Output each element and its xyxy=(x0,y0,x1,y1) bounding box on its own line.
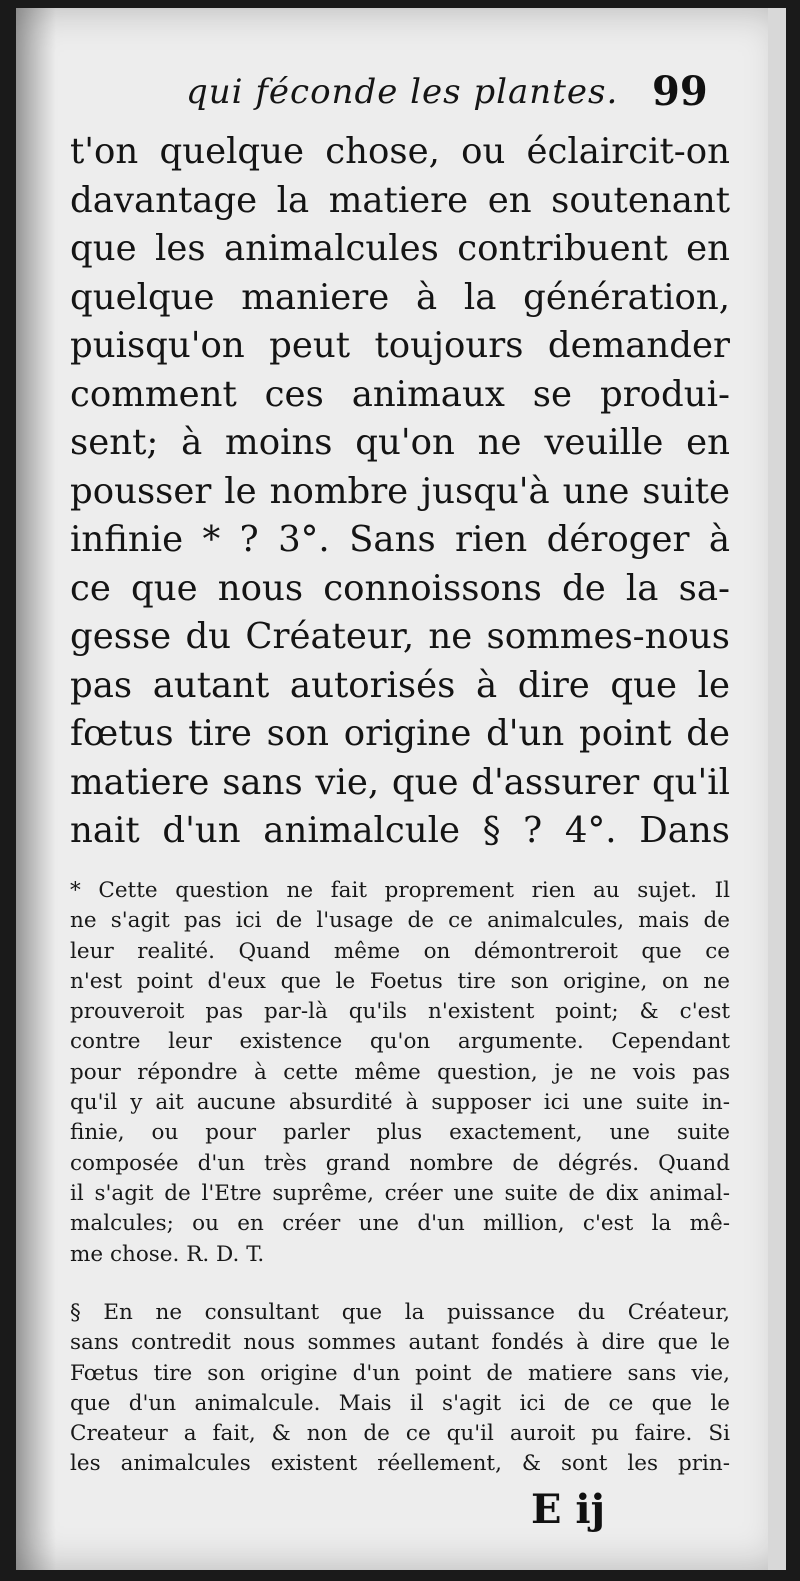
footnote-section xyxy=(70,1298,730,1480)
running-head: qui féconde les plantes. xyxy=(186,72,619,112)
footnote-line: pour répondre à cette même question, je ne vois pas xyxy=(70,1059,730,1085)
footnote-line: sans contredit nous sommes autant fondés à dire que le xyxy=(70,1330,730,1356)
footnote-line: § En ne consultant que la puissance du Créateur, xyxy=(70,1300,730,1325)
page-edge xyxy=(768,8,786,1570)
text-line: puisqu'on peut toujours demander xyxy=(70,325,730,366)
gutter-shadow xyxy=(16,8,56,1570)
footnote-line: me chose. R. D. T. xyxy=(70,1241,265,1267)
text-line: gesse du Créateur, ne sommes-nous xyxy=(70,616,730,657)
text-line: davantage la matiere en soutenant xyxy=(70,179,730,221)
text-line: fœtus tire son origine d'un point de xyxy=(70,713,730,754)
page-header xyxy=(16,68,786,128)
text-line: t'on quelque chose, ou éclaircit-on xyxy=(70,131,730,172)
footnote-line: n'est point d'eux que le Foetus tire son origine, on ne xyxy=(70,968,730,994)
text-line: infinie * ? 3°. Sans rien déroger à xyxy=(70,519,730,560)
text-line: ce que nous connoissons de la sa- xyxy=(70,567,730,609)
footnote-line: que d'un animalcule. Mais il s'agit ici de ce que le xyxy=(70,1390,730,1416)
footnote-line: ne s'agit pas ici de l'usage de ce animalcules, mais de xyxy=(70,908,730,934)
text-line: quelque maniere à la génération, xyxy=(70,276,730,318)
footnote-line: les animalcules existent réellement, & sont les prin- xyxy=(70,1451,730,1477)
footnote-line: contre leur existence qu'on argumente. Cependant xyxy=(70,1029,730,1055)
footnote-star xyxy=(70,876,730,1270)
footnote-line: finie, ou pour parler plus exactement, une suite xyxy=(70,1120,730,1146)
footnote-line: il s'agit de l'Etre suprême, créer une suite de dix animal- xyxy=(70,1180,730,1206)
footnote-line: malcules; ou en créer une d'un million, c'est la mê- xyxy=(70,1211,730,1237)
footnote-line: Createur a fait, & non de ce qu'il auroit pu faire. Si xyxy=(70,1421,730,1447)
footnote-line: Fœtus tire son origine d'un point de matiere sans vie, xyxy=(70,1360,730,1386)
text-line: nait d'un animalcule § ? 4°. Dans xyxy=(70,810,730,851)
footnote-line: prouveroit pas par-là qu'ils n'existent point; & c'est xyxy=(70,999,730,1025)
text-line: comment ces animaux se produi- xyxy=(70,373,730,415)
main-text xyxy=(70,128,730,856)
footnote-line: composée d'un très grand nombre de dégrés. Quand xyxy=(70,1150,730,1176)
signature-mark: E ij xyxy=(531,1486,606,1533)
footnote-line: * Cette question ne fait proprement rien au sujet. Il xyxy=(70,878,730,903)
text-line: sent; à moins qu'on ne veuille en xyxy=(70,422,730,463)
text-line: pousser le nombre jusqu'à une suite xyxy=(70,470,730,512)
book-page xyxy=(16,8,786,1570)
text-line: matiere sans vie, que d'assurer qu'il xyxy=(70,761,730,803)
text-line: que les animalcules contribuent en xyxy=(70,228,730,269)
footnote-line: leur realité. Quand même on démontreroit que ce xyxy=(70,938,730,964)
footnote-line: qu'il y ait aucune absurdité à supposer ici une suite in- xyxy=(70,1090,730,1116)
text-line: pas autant autorisés à dire que le xyxy=(70,664,730,706)
page-number: 99 xyxy=(652,68,708,115)
